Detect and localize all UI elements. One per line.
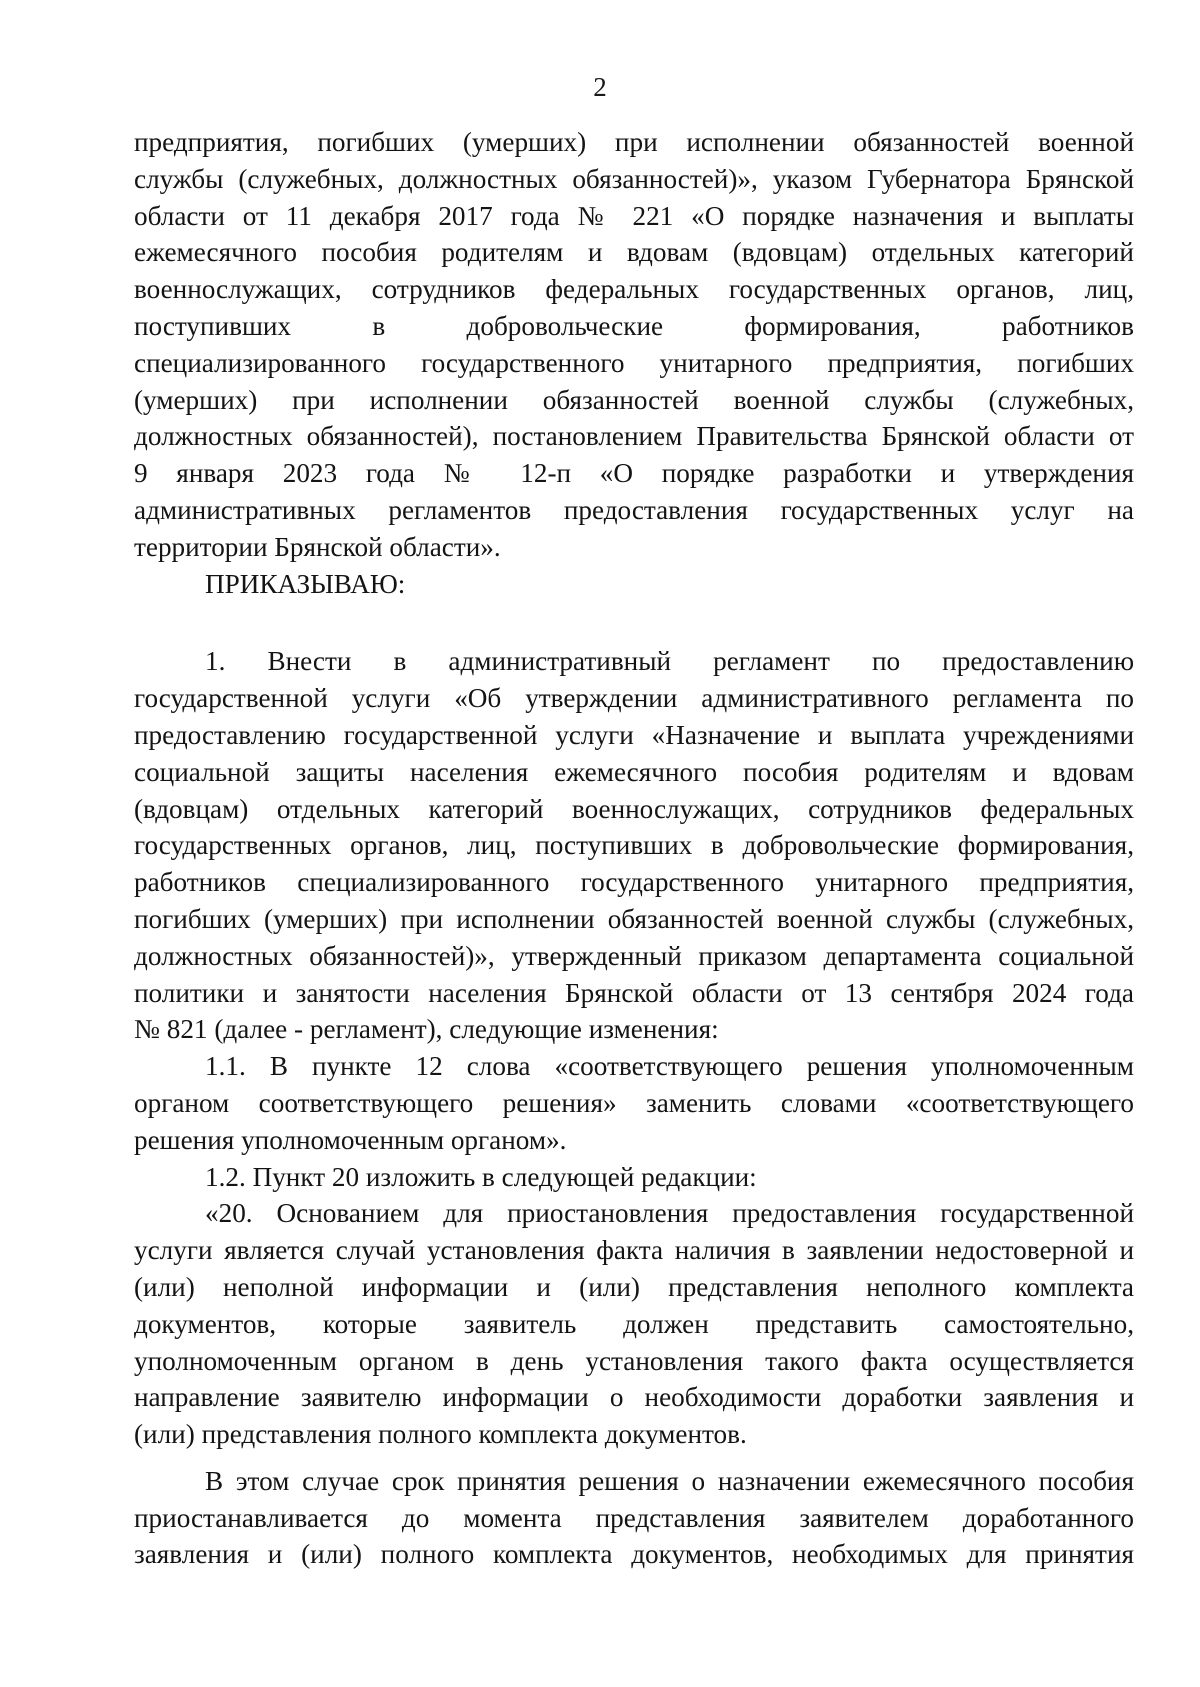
item-1-2-paragraph [134,1159,1134,1196]
text-line: документов, которые заявитель должен представить самостоятельно, [134,1308,1134,1339]
text-line: предоставлению государственной услуги «Назначение и выплата учреждениями [134,719,1134,750]
text-line: должностных обязанностей)», утвержденный приказом департамента социальной [134,940,1134,971]
text-line: 1. Внести в административный регламент по предоставлению [205,646,1134,677]
text-line: 9 января 2023 года № 12-п «О порядке разработки и утверждения [134,458,1134,489]
text-line: социальной защиты населения ежемесячного пособия родителям и вдовам [134,756,1134,787]
text-line: (вдовцам) отдельных категорий военнослужащих, сотрудников федеральных [134,793,1134,824]
item-1-1-paragraph [134,1048,1134,1158]
text-line: административных регламентов предоставления государственных услуг на [134,494,1134,525]
document-body [134,124,1134,1573]
intro-paragraph [134,124,1134,566]
text-line: службы (служебных, должностных обязанностей)», указом Губернатора Брянской [134,163,1134,194]
text-line: ежемесячного пособия родителям и вдовам (вдовцам) отдельных категорий [134,237,1134,268]
item-20-paragraph [134,1195,1134,1453]
text-line: должностных обязанностей), постановлением Правительства Брянской области от [134,421,1134,452]
text-line: поступивших в добровольческие формирования, работников [134,310,1134,341]
text-line: политики и занятости населения Брянской области от 13 сентября 2024 года [134,977,1134,1008]
text-line: «20. Основанием для приостановления предоставления государственной [205,1198,1134,1229]
text-line: территории Брянской области». [134,531,501,562]
text-line: работников специализированного государственного унитарного предприятия, [134,867,1134,898]
text-line: решения уполномоченным органом». [134,1124,567,1155]
text-line: предприятия, погибших (умерших) при исполнении обязанностей военной [134,127,1134,157]
text-line: 1.2. Пункт 20 изложить в следующей редакции: [205,1161,757,1192]
text-line: (умерших) при исполнении обязанностей военной службы (служебных, [134,384,1134,415]
text-line: государственной услуги «Об утверждении административного регламента по [134,683,1134,714]
item-20-continuation-paragraph [134,1463,1134,1573]
item-1-paragraph [134,643,1134,1048]
text-line: органом соответствующего решения» заменить словами «соответствующего [134,1087,1134,1118]
text-line: направление заявителю информации о необходимости доработки заявления и [134,1382,1134,1413]
text-line: специализированного государственного унитарного предприятия, погибших [134,347,1134,378]
order-heading: ПРИКАЗЫВАЮ: [205,568,406,599]
text-line: военнослужащих, сотрудников федеральных государственных органов, лиц, [134,274,1134,305]
text-line: государственных органов, лиц, поступивших в добровольческие формирования, [134,830,1134,861]
text-line: (или) представления полного комплекта документов. [134,1419,747,1450]
text-line: заявления и (или) полного комплекта документов, необходимых для принятия [134,1539,1134,1570]
text-line: услуги является случай установления факта наличия в заявлении недостоверной и [134,1235,1134,1266]
text-line: уполномоченным органом в день установления такого факта осуществляется [134,1345,1134,1376]
text-line: области от 11 декабря 2017 года № 221 «О порядке назначения и выплаты [134,200,1134,231]
page-number: 2 [593,72,607,102]
text-line: В этом случае срок принятия решения о назначении ежемесячного пособия [205,1465,1134,1496]
text-line: (или) неполной информации и (или) представления неполного комплекта [134,1271,1134,1302]
text-line: приостанавливается до момента представления заявителем доработанного [134,1502,1134,1533]
text-line: № 821 (далее - регламент), следующие изменения: [134,1014,719,1045]
text-line: погибших (умерших) при исполнении обязанностей военной службы (служебных, [134,903,1134,934]
text-line: 1.1. В пункте 12 слова «соответствующего решения уполномоченным [205,1051,1134,1082]
